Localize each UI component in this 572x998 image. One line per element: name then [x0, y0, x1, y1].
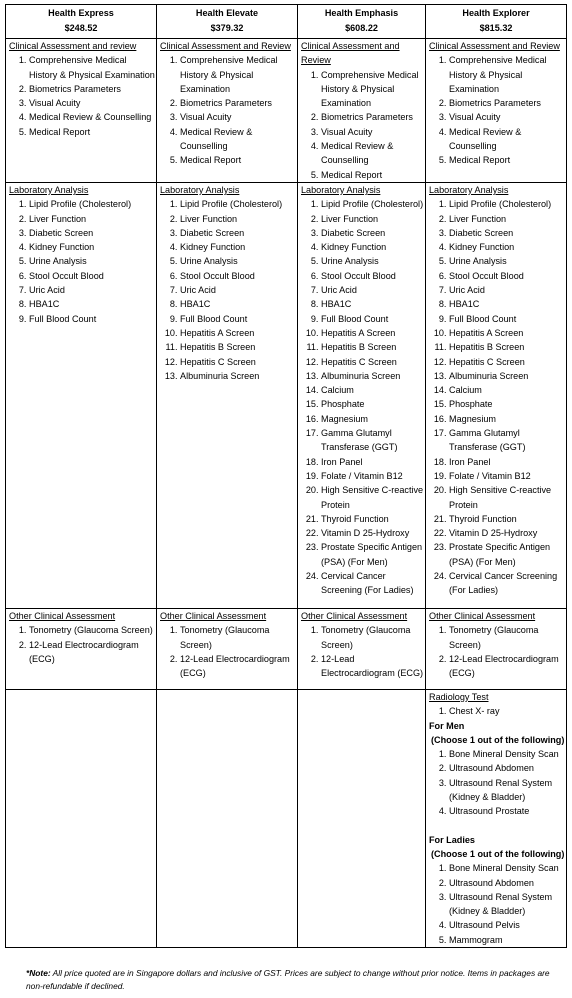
list-item: 2. 12-Lead Electrocardiogram (ECG) [180, 652, 297, 681]
list-item: 14. Calcium [449, 383, 566, 397]
other-clinical-cell [6, 608, 157, 689]
other-clinical-cell [157, 608, 298, 689]
list-item: 19. Folate / Vitamin B12 [449, 469, 566, 483]
list-item: 4. Kidney Function [321, 240, 425, 254]
other-clinical-list [301, 623, 425, 680]
list-item: 14. Calcium [321, 383, 425, 397]
list-item: 22. Vitamin D 25-Hydroxy [449, 526, 566, 540]
list-item: 22. Vitamin D 25-Hydroxy [321, 526, 425, 540]
list-item: 8. HBA1C [29, 297, 156, 311]
list-item: 2. 12-Lead Electrocardiogram (ECG) [449, 652, 566, 681]
list-item: 17. Gamma Glutamyl Transferase (GGT) [449, 426, 566, 455]
empty-cell [298, 689, 426, 947]
clinical-list [160, 53, 297, 167]
section-title: Clinical Assessment and Review [160, 41, 291, 51]
list-item: 11. Hepatitis B Screen [321, 340, 425, 354]
section-title: Other Clinical Assessment [429, 610, 536, 621]
list-item: 3. Ultrasound Renal System (Kidney & Bladder) [449, 890, 566, 919]
list-item: 7. Uric Acid [449, 283, 566, 297]
list-item: 24. Cervical Cancer Screening (For Ladies) [449, 569, 566, 598]
list-item: 4. Kidney Function [449, 240, 566, 254]
package-price: $608.22 [345, 23, 378, 33]
list-item: 2. Biometrics Parameters [321, 110, 425, 124]
note-text: All price quoted are in Singapore dollars and inclusive of GST. Prices are subject to change without prior notice. Items in packages are non-refundable if declined. [26, 968, 550, 991]
clinical-cell [6, 39, 157, 183]
list-item: 20. High Sensitive C-reactive Protein [449, 483, 566, 512]
package-header [298, 5, 426, 39]
list-item: 17. Gamma Glutamyl Transferase (GGT) [321, 426, 425, 455]
note-label: *Note: [26, 968, 51, 978]
list-item: 13. Albuminuria Screen [321, 369, 425, 383]
list-item: 7. Uric Acid [29, 283, 156, 297]
list-item: 1. Bone Mineral Density Scan [449, 747, 566, 761]
list-item: 21. Thyroid Function [449, 512, 566, 526]
list-item: 1. Tonometry (Glaucoma Screen) [321, 623, 425, 652]
laboratory-cell [426, 182, 567, 608]
packages-table [5, 4, 567, 948]
package-name: Health Express [48, 8, 114, 18]
package-price: $379.32 [210, 23, 244, 33]
list-item: 2. Liver Function [321, 212, 425, 226]
list-item: 21. Thyroid Function [321, 512, 425, 526]
list-item: 3. Visual Acuity [449, 110, 566, 124]
section-title: Radiology Test [429, 691, 489, 702]
other-clinical-cell [426, 608, 567, 689]
empty-cell [157, 689, 298, 947]
clinical-list [429, 53, 566, 167]
list-item: 6. Stool Occult Blood [449, 269, 566, 283]
list-item: 4. Ultrasound Prostate [449, 804, 566, 818]
laboratory-list [160, 197, 297, 383]
list-item: 1. Comprehensive Medical History & Physical Examination [449, 53, 566, 96]
laboratory-row [6, 182, 567, 608]
list-item: 2. Biometrics Parameters [29, 82, 156, 96]
list-item: 1. Lipid Profile (Cholesterol) [449, 197, 566, 211]
list-item: 6. Stool Occult Blood [29, 269, 156, 283]
list-item: 10. Hepatitis A Screen [180, 326, 297, 340]
list-item: 23. Prostate Specific Antigen (PSA) (For Men) [449, 540, 566, 569]
list-item: 10. Hepatitis A Screen [449, 326, 566, 340]
package-name: Health Emphasis [324, 8, 399, 18]
clinical-list [301, 68, 425, 182]
list-item: 2. Liver Function [29, 212, 156, 226]
list-item: 4. Kidney Function [29, 240, 156, 254]
section-title: Clinical Assessment and Review [301, 41, 400, 66]
list-item: 5. Medical Report [449, 153, 566, 167]
list-item: 3. Diabetic Screen [29, 226, 156, 240]
list-item: 7. Uric Acid [321, 283, 425, 297]
clinical-list [9, 53, 156, 139]
section-title: Laboratory Analysis [429, 184, 509, 195]
laboratory-list [9, 197, 156, 326]
package-name: Health Elevate [195, 8, 259, 18]
list-item: 1. Lipid Profile (Cholesterol) [29, 197, 156, 211]
list-item: 4. Medical Review & Counselling [449, 125, 566, 154]
list-item: 5. Urine Analysis [29, 254, 156, 268]
list-item: 8. HBA1C [321, 297, 425, 311]
list-item: 8. HBA1C [449, 297, 566, 311]
list-item: 23. Prostate Specific Antigen (PSA) (For Men) [321, 540, 425, 569]
list-item: 6. Stool Occult Blood [180, 269, 297, 283]
list-item: 7. Uric Acid [180, 283, 297, 297]
for-men-label: For Men [429, 720, 465, 731]
laboratory-cell [6, 182, 157, 608]
radiology-list [429, 704, 566, 718]
list-item: 11. Hepatitis B Screen [449, 340, 566, 354]
list-item: 3. Diabetic Screen [449, 226, 566, 240]
package-header [6, 5, 157, 39]
list-item: 24. Cervical Cancer Screening (For Ladies) [321, 569, 425, 598]
list-item: 3. Diabetic Screen [180, 226, 297, 240]
clinical-cell [157, 39, 298, 183]
list-item: 1. Lipid Profile (Cholesterol) [180, 197, 297, 211]
list-item: 2. 12-Lead Electrocardiogram (ECG) [29, 638, 156, 667]
list-item: 3. Visual Acuity [29, 96, 156, 110]
list-item: 5. Urine Analysis [449, 254, 566, 268]
list-item: 3. Diabetic Screen [321, 226, 425, 240]
choose-label: (Choose 1 out of the following) [431, 734, 565, 745]
radiology-row [6, 689, 567, 947]
laboratory-list [429, 197, 566, 597]
list-item: 1. Tonometry (Glaucoma Screen) [29, 623, 156, 637]
list-item: 4. Medical Review & Counselling [180, 125, 297, 154]
list-item: 12. Hepatitis C Screen [180, 355, 297, 369]
list-item: 3. Visual Acuity [180, 110, 297, 124]
list-item: 9. Full Blood Count [321, 312, 425, 326]
list-item: 10. Hepatitis A Screen [321, 326, 425, 340]
for-ladies-label: For Ladies [429, 834, 475, 845]
package-name: Health Explorer [462, 8, 530, 18]
list-item: 9. Full Blood Count [449, 312, 566, 326]
list-item: 13. Albuminuria Screen [449, 369, 566, 383]
package-header [426, 5, 567, 39]
list-item: 3. Ultrasound Renal System (Kidney & Bladder) [449, 776, 566, 805]
section-title: Other Clinical Assessment [9, 610, 116, 621]
list-item: 1. Comprehensive Medical History & Physical Examination [321, 68, 425, 111]
list-item: 4. Kidney Function [180, 240, 297, 254]
list-item: 2. Ultrasound Abdomen [449, 761, 566, 775]
list-item: 1. Bone Mineral Density Scan [449, 861, 566, 875]
other-clinical-row [6, 608, 567, 689]
list-item: 20. High Sensitive C-reactive Protein [321, 483, 425, 512]
list-item: 2. Liver Function [180, 212, 297, 226]
price-note [26, 967, 568, 992]
package-price: $815.32 [479, 23, 513, 33]
list-item: 2. Biometrics Parameters [180, 96, 297, 110]
section-title: Clinical Assessment and review [9, 41, 137, 51]
list-item: 19. Folate / Vitamin B12 [321, 469, 425, 483]
list-item: 16. Magnesium [321, 412, 425, 426]
list-item: 18. Iron Panel [321, 455, 425, 469]
section-title: Other Clinical Assessment [301, 610, 408, 621]
list-item: 5. Medical Report [29, 125, 156, 139]
laboratory-list [301, 197, 425, 597]
list-item: 9. Full Blood Count [180, 312, 297, 326]
list-item: 15. Phosphate [321, 397, 425, 411]
list-item: 4. Ultrasound Pelvis [449, 918, 566, 932]
laboratory-cell [298, 182, 426, 608]
clinical-cell [298, 39, 426, 183]
list-item: 5. Medical Report [180, 153, 297, 167]
list-item: 1. Lipid Profile (Cholesterol) [321, 197, 425, 211]
header-row [6, 5, 567, 39]
list-item: 12. Hepatitis C Screen [321, 355, 425, 369]
list-item: 5. Urine Analysis [321, 254, 425, 268]
list-item: 4. Medical Review & Counselling [29, 110, 156, 124]
other-clinical-list [429, 623, 566, 680]
radiology-cell [426, 689, 567, 947]
laboratory-cell [157, 182, 298, 608]
list-item: 2. Biometrics Parameters [449, 96, 566, 110]
ladies-options-list [429, 861, 566, 947]
section-title: Laboratory Analysis [160, 184, 240, 195]
list-item: 5. Medical Report [321, 168, 425, 182]
list-item: 3. Visual Acuity [321, 125, 425, 139]
section-title: Clinical Assessment and Review [429, 41, 560, 51]
list-item: 18. Iron Panel [449, 455, 566, 469]
list-item: 6. Stool Occult Blood [321, 269, 425, 283]
section-title: Laboratory Analysis [301, 184, 381, 195]
list-item: 5. Urine Analysis [180, 254, 297, 268]
list-item: 1. Comprehensive Medical History & Physical Examination [180, 53, 297, 96]
list-item: 16. Magnesium [449, 412, 566, 426]
list-item: 13. Albuminuria Screen [180, 369, 297, 383]
list-item: 1. Tonometry (Glaucoma Screen) [180, 623, 297, 652]
other-clinical-list [9, 623, 156, 666]
list-item: 2. Ultrasound Abdomen [449, 876, 566, 890]
list-item: 8. HBA1C [180, 297, 297, 311]
list-item: 9. Full Blood Count [29, 312, 156, 326]
list-item: 2. Liver Function [449, 212, 566, 226]
list-item: 5. Mammogram [449, 933, 566, 947]
choose-label: (Choose 1 out of the following) [431, 848, 565, 859]
section-title: Other Clinical Assessment [160, 610, 267, 621]
other-clinical-list [160, 623, 297, 680]
list-item: 1. Chest X- ray [449, 704, 566, 718]
empty-cell [6, 689, 157, 947]
other-clinical-cell [298, 608, 426, 689]
list-item: 1. Tonometry (Glaucoma Screen) [449, 623, 566, 652]
package-header [157, 5, 298, 39]
list-item: 15. Phosphate [449, 397, 566, 411]
list-item: 2. 12-Lead Electrocardiogram (ECG) [321, 652, 425, 681]
list-item: 12. Hepatitis C Screen [449, 355, 566, 369]
clinical-cell [426, 39, 567, 183]
list-item: 4. Medical Review & Counselling [321, 139, 425, 168]
men-options-list [429, 747, 566, 818]
section-title: Laboratory Analysis [9, 184, 89, 195]
package-price: $248.52 [64, 23, 98, 33]
list-item: 11. Hepatitis B Screen [180, 340, 297, 354]
clinical-assessment-row [6, 39, 567, 183]
list-item: 1. Comprehensive Medical History & Physical Examination [29, 53, 156, 82]
